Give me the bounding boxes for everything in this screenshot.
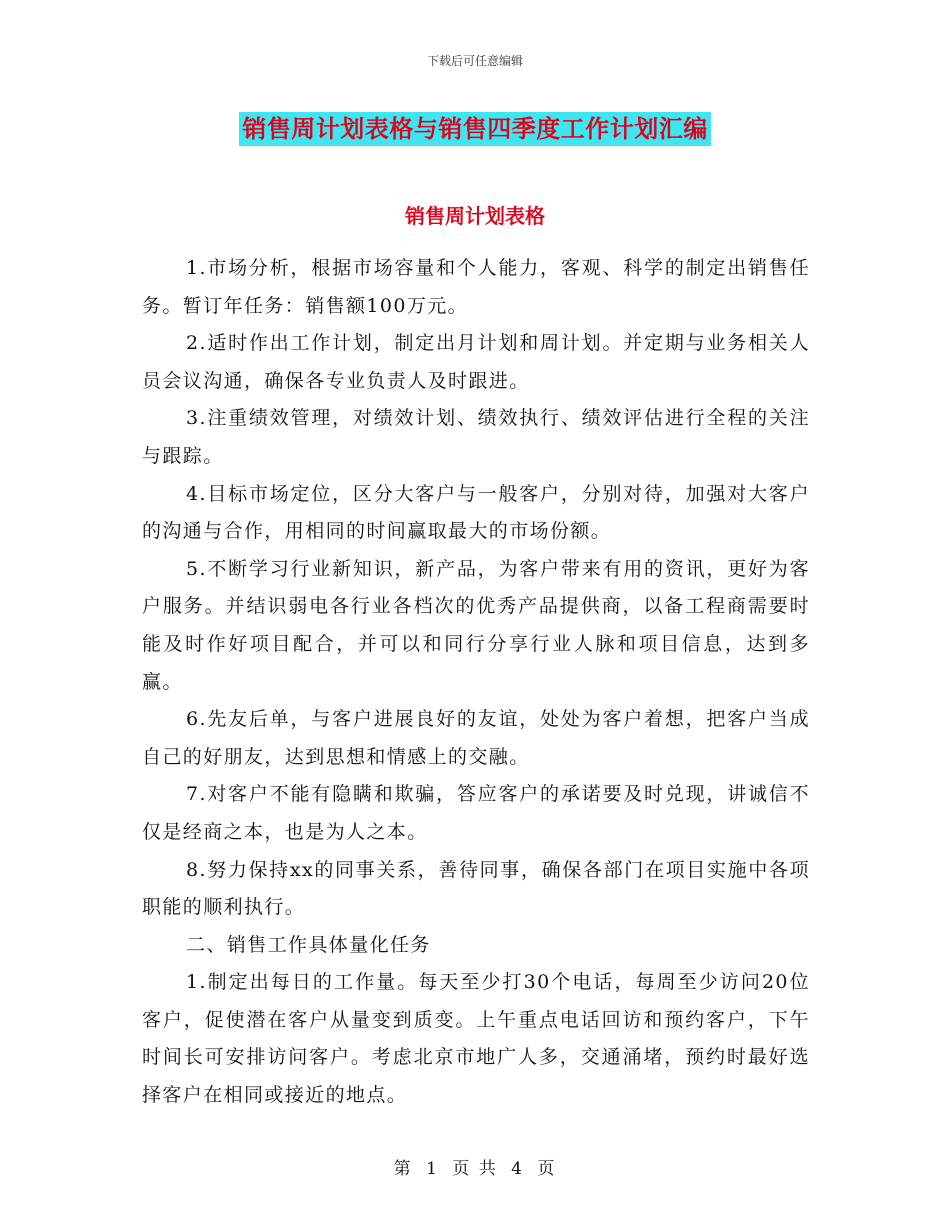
footer-total-pages: 4: [511, 1159, 524, 1179]
document-body: [142, 250, 810, 1115]
header-note: 下载后可任意编辑: [426, 54, 523, 68]
paragraph: 1.市场分析，根据市场容量和个人能力，客观、科学的制定出销售任务。暂订年任务：销售额100万元。: [142, 257, 810, 317]
footer-page-number: 1: [426, 1159, 439, 1179]
paragraph: 4.目标市场定位，区分大客户与一般客户，分别对待，加强对大客户的沟通与合作，用相同的时间赢取最大的市场份额。: [142, 482, 810, 543]
footer-middle: 页 共: [452, 1159, 498, 1179]
main-title-container: [0, 112, 950, 146]
footer-prefix: 第: [393, 1159, 413, 1179]
paragraph: 3.注重绩效管理，对绩效计划、绩效执行、绩效评估进行全程的关注与跟踪。: [142, 407, 810, 467]
paragraph: 7.对客户不能有隐瞒和欺骗，答应客户的承诺要及时兑现，讲诚信不仅是经商之本，也是为人之本。: [142, 783, 810, 843]
footer-suffix: 页: [537, 1159, 557, 1179]
subsection-heading: 二、销售工作具体量化任务: [186, 933, 431, 956]
section-title: 销售周计划表格: [405, 204, 545, 228]
paragraph: 2.适时作出工作计划，制定出月计划和周计划。并定期与业务相关人员会议沟通，确保各专业负责人及时跟进。: [142, 332, 810, 392]
paragraph: 5.不断学习行业新知识，新产品，为客户带来有用的资讯，更好为客户服务。并结识弱电各行业各档次的优秀产品提供商，以备工程商需要时能及时作好项目配合，并可以和同行分享行业人脉和项目信息，达到多赢。: [142, 557, 810, 693]
document-main-title: 销售周计划表格与销售四季度工作计划汇编: [239, 112, 711, 146]
paragraph: 1.制定出每日的工作量。每天至少打30个电话，每周至少访问20位客户，促使潜在客户从量变到质变。上午重点电话回访和预约客户，下午时间长可安排访问客户。考虑北京市地广人多，交通涌堵，预约时最好选择客户在相同或接近的地点。: [142, 971, 810, 1107]
paragraph: 6.先友后单，与客户进展良好的友谊，处处为客户着想，把客户当成自己的好朋友，达到思想和情感上的交融。: [142, 708, 810, 768]
paragraph: 8.努力保持xx的同事关系，善待同事，确保各部门在项目实施中各项职能的顺利执行。: [142, 858, 810, 919]
page-footer: [0, 1154, 950, 1179]
